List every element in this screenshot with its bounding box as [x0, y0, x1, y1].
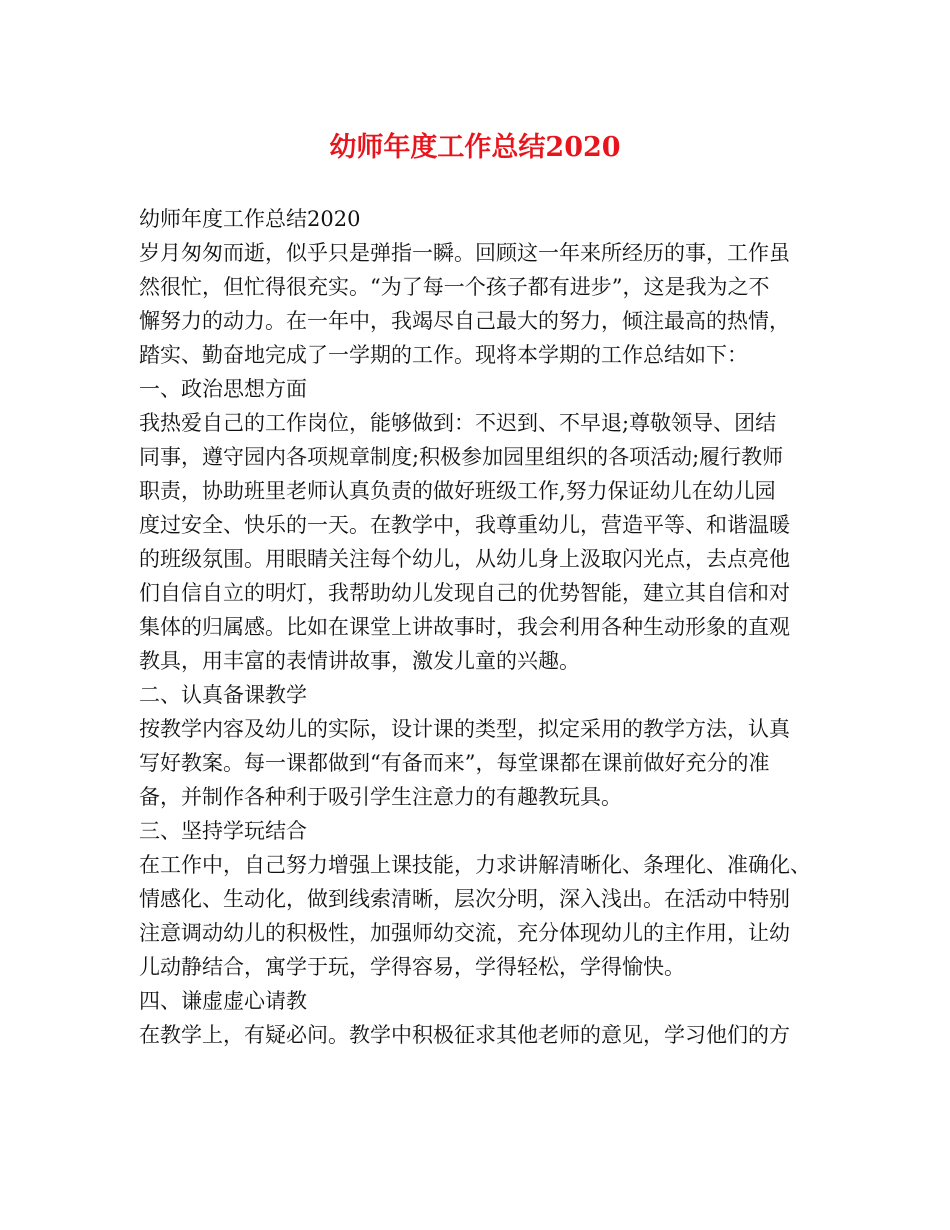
body-line: 我热爱自己的工作岗位，能够做到：不迟到、不早退;尊敬领导、团结 — [139, 411, 777, 435]
body-line: 按教学内容及幼儿的实际，设计课的类型，拟定采用的教学方法，认真 — [139, 717, 790, 741]
body-line: 懈努力的动力。在一年中，我竭尽自己最大的努力，倾注最高的热情， — [139, 309, 790, 333]
section-heading: 一、政治思想方面 — [139, 377, 307, 401]
body-line: 在教学上，有疑必问。教学中积极征求其他老师的意见，学习他们的方 — [139, 1023, 790, 1047]
body-line: 的班级氛围。用眼睛关注每个幼儿，从幼儿身上汲取闪光点，去点亮他 — [139, 547, 790, 571]
body-line: 注意调动幼儿的积极性，加强师幼交流，充分体现幼儿的主作用，让幼 — [139, 921, 790, 945]
document-body — [139, 202, 829, 1052]
body-line: 然很忙，但忙得很充实。“为了每一个孩子都有进步”，这是我为之不 — [139, 275, 770, 299]
body-line: 幼师年度工作总结2020 — [139, 207, 361, 231]
document-title: 幼师年度工作总结2020 — [329, 132, 621, 163]
body-line: 同事，遵守园内各项规章制度;积极参加园里组织的各项活动;履行教师 — [139, 445, 784, 469]
body-line: 情感化、生动化，做到线索清晰，层次分明，深入浅出。在活动中特别 — [139, 887, 790, 911]
body-line: 集体的归属感。比如在课堂上讲故事时，我会利用各种生动形象的直观 — [139, 615, 790, 639]
body-line: 们自信自立的明灯，我帮助幼儿发现自己的优势智能，建立其自信和对 — [139, 581, 790, 605]
section-heading: 三、坚持学玩结合 — [139, 819, 307, 843]
body-line: 备，并制作各种利于吸引学生注意力的有趣教玩具。 — [139, 785, 622, 809]
body-line: 踏实、勤奋地完成了一学期的工作。现将本学期的工作总结如下： — [139, 343, 748, 367]
body-line: 写好教案。每一课都做到“有备而来”，每堂课都在课前做好充分的准 — [139, 751, 770, 775]
body-line: 儿动静结合，寓学于玩，学得容易，学得轻松，学得愉快。 — [139, 955, 685, 979]
body-line: 在工作中，自己努力增强上课技能，力求讲解清晰化、条理化、准确化、 — [139, 853, 811, 877]
body-line: 度过安全、快乐的一天。在教学中，我尊重幼儿，营造平等、和谐温暖 — [139, 513, 790, 537]
section-heading: 二、认真备课教学 — [139, 683, 307, 707]
body-line: 教具，用丰富的表情讲故事，激发儿童的兴趣。 — [139, 649, 580, 673]
body-line: 职责，协助班里老师认真负责的做好班级工作,努力保证幼儿在幼儿园 — [139, 479, 776, 503]
body-line: 岁月匆匆而逝，似乎只是弹指一瞬。回顾这一年来所经历的事，工作虽 — [139, 241, 790, 265]
section-heading: 四、谦虚虚心请教 — [139, 989, 307, 1013]
